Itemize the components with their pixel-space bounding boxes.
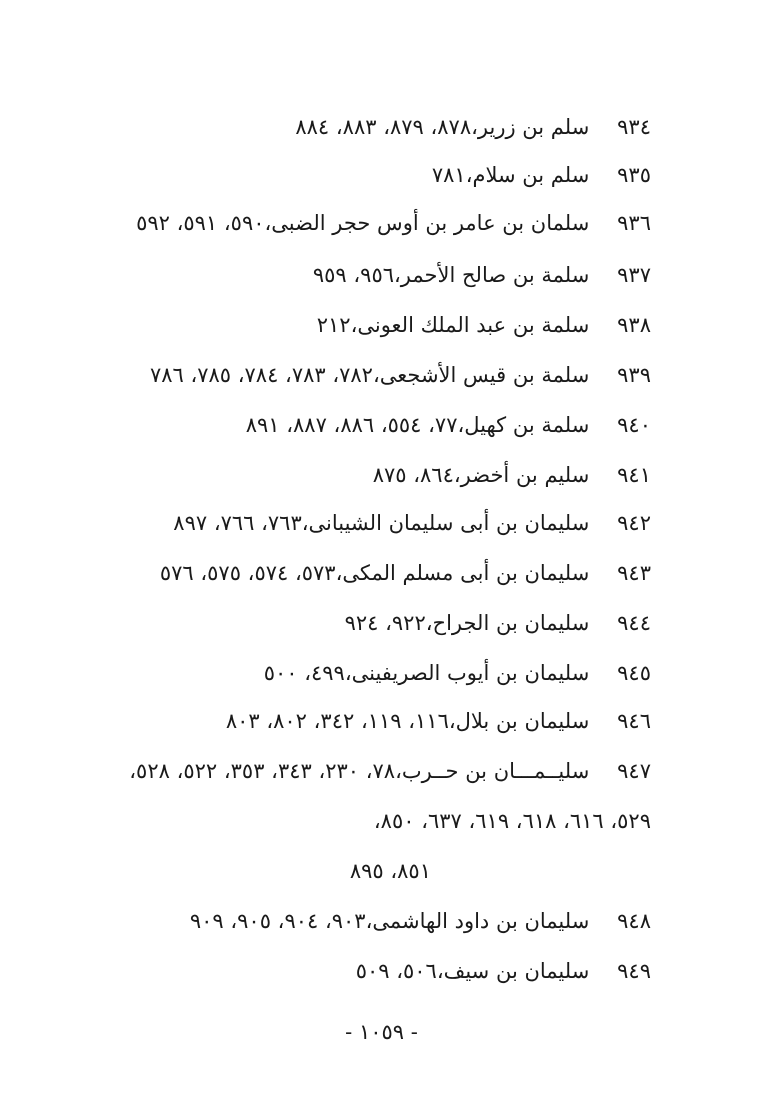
entry-refs: ،٧٨٢، ٧٨٣، ٧٨٤، ٧٨٥، ٧٨٦ (149, 363, 380, 387)
entry-name: سليمان بن أيوب الصريفينى (351, 661, 590, 685)
entry-refs: ،٨٦٤، ٨٧٥ (372, 463, 461, 487)
entry-name: سلمة بن قيس الأشجعى (379, 363, 590, 387)
index-entry (11, 460, 651, 490)
entry-refs: ،٩٢٢، ٩٢٤ (344, 611, 433, 635)
entry-number: ٩٤٢ (617, 511, 651, 535)
entry-refs: ،٧٦٣، ٧٦٦، ٨٩٧ (173, 511, 309, 535)
index-entry (11, 508, 651, 538)
entry-name: سلم بن سلام (472, 163, 590, 187)
entry-refs: ،٩٠٣، ٩٠٤، ٩٠٥، ٩٠٩ (189, 909, 373, 933)
entry-refs: ،٧٨، ٢٣٠، ٣٤٣، ٣٥٣، ٥٢٢، ٥٢٨، (129, 759, 402, 783)
entry-number: ٩٤٤ (617, 611, 651, 635)
entry-refs: ،٧٨١ (431, 163, 473, 187)
entry-name: سليمان بن بلال (455, 709, 590, 733)
entry-refs: ،٥٧٣، ٥٧٤، ٥٧٥، ٥٧٦ (159, 561, 343, 585)
entry-number: ٩٤٦ (617, 709, 651, 733)
entry-continuation-line: ٥٢٩، ٦١٦، ٦١٨، ٦١٩، ٦٣٧، ٨٥٠، (373, 809, 651, 833)
index-entry (11, 558, 651, 588)
entry-number: ٩٤١ (617, 463, 651, 487)
entry-name: سليمان بن أبى مسلم المكى (342, 561, 590, 585)
entry-name: سلمة بن كهيل (464, 413, 590, 437)
entry-refs: ،٤٩٩، ٥٠٠ (263, 661, 352, 685)
index-entry (11, 956, 651, 986)
entry-number: ٩٣٥ (617, 163, 651, 187)
index-entry (11, 310, 651, 340)
entry-name: سليمان بن داود الهاشمى (372, 909, 590, 933)
index-entry (11, 260, 651, 290)
index-entry (11, 360, 651, 390)
index-entry (11, 112, 651, 142)
entry-number: ٩٣٧ (617, 263, 651, 287)
index-entry (11, 208, 651, 238)
entry-refs: ،٥٠٦، ٥٠٩ (355, 959, 444, 983)
entry-number: ٩٣٩ (617, 363, 651, 387)
entry-number: ٩٣٤ (617, 115, 651, 139)
index-entry (11, 160, 651, 190)
entry-refs: ،٢١٢ (316, 313, 358, 337)
entry-refs: ،٨٧٨، ٨٧٩، ٨٨٣، ٨٨٤ (295, 115, 478, 139)
entry-number: ٩٤٥ (617, 661, 651, 685)
entry-name: سلمة بن عبد الملك العونى (357, 313, 590, 337)
index-entry (11, 410, 651, 440)
entry-refs: ،٩٥٦، ٩٥٩ (312, 263, 401, 287)
entry-refs: ،٧٧، ٥٥٤، ٨٨٦، ٨٨٧، ٨٩١ (245, 413, 465, 437)
entry-name: سلمة بن صالح الأحمر (400, 263, 590, 287)
index-entry (11, 608, 651, 638)
entry-number: ٩٤٠ (617, 413, 651, 437)
entry-refs: ،٥٩٠، ٥٩١، ٥٩٢ (136, 211, 272, 235)
index-entry (11, 658, 651, 688)
index-entry (11, 906, 651, 936)
entry-name: سليــمـــان بن حــرب (401, 759, 590, 783)
entry-number: ٩٣٦ (617, 211, 651, 235)
entry-name: سليمان بن أبى سليمان الشيبانى (308, 511, 590, 535)
entry-continuation-line: ٨٥١، ٨٩٥ (349, 859, 431, 883)
entry-number: ٩٤٣ (617, 561, 651, 585)
page-number: - ١٠٥٩ - (345, 1020, 418, 1044)
entry-number: ٩٤٩ (617, 959, 651, 983)
entry-number: ٩٣٨ (617, 313, 651, 337)
entry-number: ٩٤٨ (617, 909, 651, 933)
entry-refs: ،١١٦، ١١٩، ٣٤٢، ٨٠٢، ٨٠٣ (225, 709, 456, 733)
index-entry (11, 756, 651, 786)
entry-number: ٩٤٧ (617, 759, 651, 783)
entry-name: سليمان بن الجراح (432, 611, 590, 635)
index-entry (11, 706, 651, 736)
entry-name: سليمان بن سيف (443, 959, 590, 983)
entry-name: سلمان بن عامر بن أوس حجر الضبى (271, 211, 590, 235)
entry-name: سليم بن أخضر (460, 463, 590, 487)
entry-name: سلم بن زرير (477, 115, 590, 139)
